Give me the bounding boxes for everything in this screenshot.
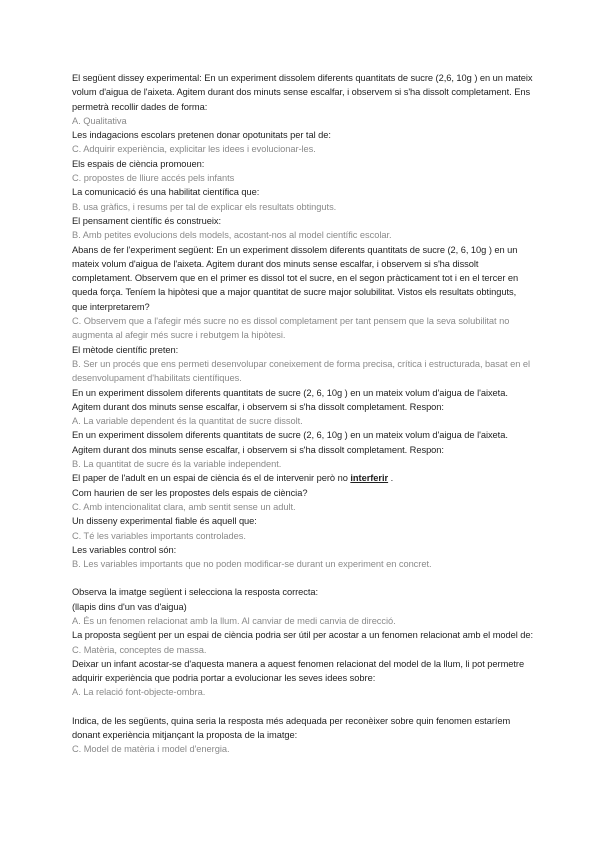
question-10 [72, 471, 534, 485]
question-3: Els espais de ciència promouen: [72, 158, 205, 169]
question-1: El següent dissey experimental: En un experiment dissolem diferents quantitats de sucre (2,6, 10g ) en un mateix volum d'aigua de l'aixeta. Agitem durant dos minuts sense escalfar, i observem si s'ha dissolt completament. Ens permetrà recollir dades de forma: [72, 73, 533, 112]
question-10-text: El paper de l'adult en un espai de ciència és el de intervenir però no [72, 473, 351, 484]
answer-9: B. La quantitat de sucre és la variable independent. [72, 459, 282, 470]
answer-15: C. Matèria, conceptes de massa. [72, 644, 207, 655]
answer-17: C. Model de matèria i model d'energia. [72, 744, 230, 755]
answer-13: B. Les variables importants que no poden modificar-se durant un experiment en concret. [72, 559, 432, 570]
question-7: El mètode científic preten: [72, 344, 179, 355]
question-6: Abans de fer l'experiment següent: En un experiment dissolem diferents quantitats de sucre (2, 6, 10g ) en un mateix volum d'aigua de l'aixeta. Agitem durant dos minuts sense escalfar, i observem si s'ha dissolt completament. Observem que en el primer es dissol tot el sucre, en el segon pràcticament tot i en el tercer en queda força. Teníem la hipòtesi que a major quantitat de sucre major solubilitat. Vistos els resultats obtinguts, que interpretarem? [72, 244, 519, 312]
answer-14: A. És un fenomen relacionat amb la llum. Al canviar de medi canvia de direcció. [72, 615, 396, 626]
question-8: En un experiment dissolem diferents quantitats de sucre (2, 6, 10g ) en un mateix volum d'aigua de l'aixeta. Agitem durant dos minuts sense escalfar, i observem si s'ha dissolt completament. Respon: [72, 387, 508, 412]
answer-1: A. Qualitativa [72, 115, 127, 126]
answer-2: C. Adquirir experiència, explicitar les idees i evolucionar-les. [72, 144, 316, 155]
question-15: La proposta següent per un espai de ciència podria ser útil per acostar a un fenomen relacionat amb el model de: [72, 630, 534, 641]
answer-16: A. La relació font-objecte-ombra. [72, 687, 206, 698]
question-2: Les indagacions escolars pretenen donar opotunitats per tal de: [72, 130, 331, 141]
question-4: La comunicació és una habilitat científica que: [72, 187, 260, 198]
question-11: Com haurien de ser les propostes dels espais de ciència? [72, 487, 308, 498]
question-10-underlined-word: interferir [350, 473, 389, 484]
section-gap [72, 700, 534, 714]
answer-8: A. La variable dependent és la quantitat de sucre dissolt. [72, 416, 303, 427]
question-5: El pensament científic és construeix: [72, 215, 222, 226]
question-14: Observa la imatge següent i selecciona la resposta correcta: [72, 587, 319, 598]
answer-7: B. Ser un procés que ens permeti desenvolupar coneixement de forma precisa, crítica i estructurada, basat en el desenvolupament d'habilitats científiques. [72, 358, 530, 384]
answer-11: C. Amb intencionalitat clara, amb sentit sense un adult. [72, 501, 296, 512]
question-9: En un experiment dissolem diferents quantitats de sucre (2, 6, 10g ) en un mateix volum d'aigua de l'aixeta. Agitem durant dos minuts sense escalfar, i observem si s'ha dissolt completament. Respon: [72, 430, 508, 455]
answer-4: B. usa gràfics, i resums per tal de explicar els resultats obtinguts. [72, 201, 337, 212]
answer-3: C. propostes de lliure accés pels infants [72, 173, 235, 184]
question-16: Deixar un infant acostar-se d'aquesta manera a aquest fenomen relacionat del model de la llum, li pot permetre adquirir experiència que podria portar a evolucionar les seves idees sobre: [72, 658, 525, 684]
answer-12: C. Té les variables importants controlades. [72, 530, 246, 541]
answer-5: B. Amb petites evolucions dels models, acostant-nos al model científic escolar. [72, 230, 392, 241]
question-13: Les variables control són: [72, 544, 177, 555]
question-12: Un disseny experimental fiable és aquell que: [72, 516, 257, 527]
question-17: Indica, de les següents, quina seria la resposta més adequada per reconèixer sobre quin fenomen estaríem donant experiència mitjançant la proposta de la imatge: [72, 715, 511, 741]
question-14-note: (llapis dins d'un vas d'aigua) [72, 601, 187, 612]
section-gap [72, 571, 534, 585]
question-10-end: . [388, 473, 394, 484]
answer-6: C. Observem que a l'afegir més sucre no es dissol completament per tant pensem que la seva solubilitat no augmenta al afegir més sucre i rebutgem la hipòtesi. [72, 316, 510, 341]
